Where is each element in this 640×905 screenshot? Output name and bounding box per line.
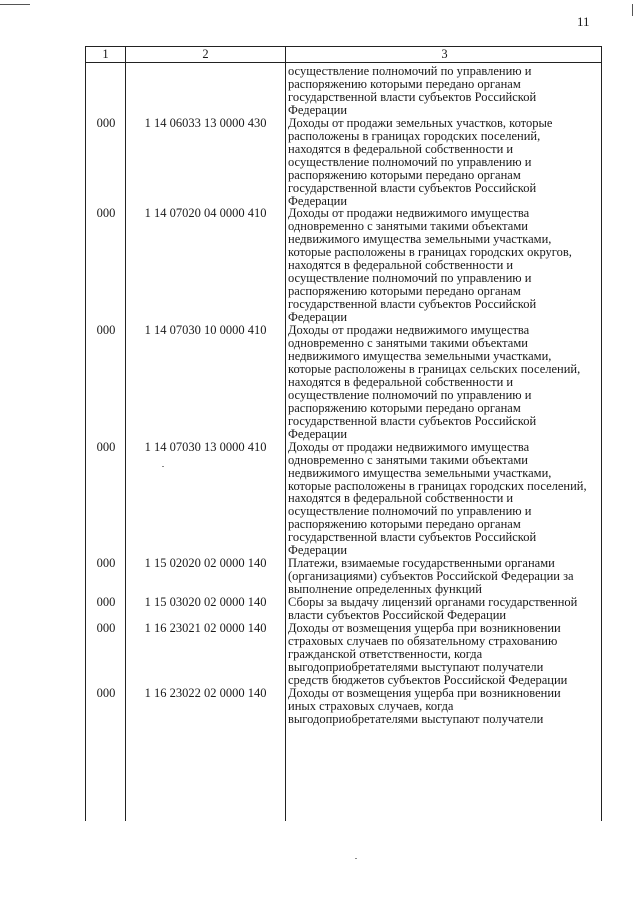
revenue-name-cell <box>285 117 603 208</box>
revenue-name-line: Доходы от продажи недвижимого имущества <box>288 439 530 454</box>
revenue-name-line: находятся в федеральной собственности и <box>288 374 514 389</box>
revenue-name-line: которые расположены в границах сельских поселений, <box>288 361 581 376</box>
revenue-name-line: Федерации <box>288 102 348 117</box>
revenue-name-cell <box>285 687 603 726</box>
revenue-name-cell <box>285 207 603 324</box>
revenue-name-cell <box>285 557 603 596</box>
revenue-name-line: распоряжению которыми передано органам <box>288 76 521 91</box>
revenue-code-cell: 1 15 02020 02 0000 140 <box>144 556 267 571</box>
revenue-name-line: осуществление полномочий по управлению и <box>288 271 532 286</box>
revenue-name-line: одновременно с занятыми такими объектами <box>288 336 528 351</box>
revenue-name-line: гражданской ответственности, когда <box>288 646 483 661</box>
scan-mark-top-left <box>0 4 30 5</box>
table-row <box>86 687 601 726</box>
revenue-name-line: государственной власти субъектов Российской <box>288 530 537 545</box>
revenue-name-line: Платежи, взимаемые государственными органами <box>288 556 555 571</box>
revenue-name-cell <box>285 596 603 622</box>
revenue-code-cell <box>126 65 285 117</box>
revenue-name-cell <box>285 324 603 441</box>
admin-code-cell: 000 <box>96 206 116 221</box>
revenue-code-cell: 1 14 07020 04 0000 410 <box>144 206 267 221</box>
table-row <box>86 324 601 441</box>
revenue-name-line: находятся в федеральной собственности и <box>288 258 514 273</box>
revenue-name-line: Федерации <box>288 310 348 325</box>
revenue-name-line: Доходы от продажи недвижимого имущества <box>288 206 530 221</box>
revenue-name-line: осуществление полномочий по управлению и <box>288 504 532 519</box>
revenue-name-line: Доходы от продажи недвижимого имущества <box>288 323 530 338</box>
revenue-code-cell: 1 16 23021 02 0000 140 <box>144 620 267 635</box>
admin-code-cell: 000 <box>96 595 116 610</box>
table-header <box>86 47 601 63</box>
revenue-name-line: которые расположены в границах городских округов, <box>288 245 572 260</box>
revenue-code-cell: 1 14 07030 13 0000 410 <box>144 439 267 454</box>
revenue-name-line: государственной власти субъектов Российской <box>288 297 537 312</box>
admin-code-cell: 000 <box>96 685 116 700</box>
revenue-name-line: Сборы за выдачу лицензий органами государственной <box>288 595 578 610</box>
revenue-code-cell: 1 14 07030 10 0000 410 <box>144 323 267 338</box>
revenue-name-line: осуществление полномочий по управлению и <box>288 154 532 169</box>
header-col-1: 1 <box>102 47 109 61</box>
revenue-name-line: Доходы от возмещения ущерба при возникновении <box>288 685 561 700</box>
revenue-name-line: Федерации <box>288 543 348 558</box>
table-row <box>86 622 601 687</box>
revenue-name-cell <box>285 65 603 117</box>
revenue-code-cell: 1 14 06033 13 0000 430 <box>144 115 267 130</box>
revenue-name-line: находятся в федеральной собственности и <box>288 141 514 156</box>
revenue-name-line: недвижимого имущества земельными участками, <box>288 348 552 363</box>
revenue-name-line: которые расположены в границах городских поселений, <box>288 478 587 493</box>
table-row <box>86 65 601 117</box>
revenue-code-cell: 1 15 03020 02 0000 140 <box>144 595 267 610</box>
revenue-name-line: выгодоприобретателями выступают получатели <box>288 659 544 674</box>
revenue-name-line: осуществление полномочий по управлению и <box>288 64 532 78</box>
revenue-name-line: власти субъектов Российской Федерации <box>288 608 507 623</box>
revenue-name-line: расположены в границах городских поселений, <box>288 128 541 143</box>
table-body <box>86 65 601 726</box>
revenue-name-line: недвижимого имущества земельными участками, <box>288 465 552 480</box>
revenue-name-line: государственной власти субъектов Российской <box>288 180 537 195</box>
revenue-name-line: выполнение определенных функций <box>288 582 482 597</box>
revenue-name-line: иных страховых случаев, когда <box>288 698 454 713</box>
revenue-name-line: выгодоприобретателями выступают получатели <box>288 711 544 726</box>
revenue-name-line: одновременно с занятыми такими объектами <box>288 452 528 467</box>
revenue-name-line: Федерации <box>288 426 348 441</box>
scan-speck <box>355 858 357 859</box>
table-row <box>86 596 601 622</box>
revenue-name-line: средств бюджетов субъектов Российской Федерации <box>288 672 568 687</box>
revenue-name-line: одновременно с занятыми такими объектами <box>288 219 528 234</box>
revenue-name-line: (организациями) субъектов Российской Федерации за <box>288 569 574 584</box>
admin-code-cell: 000 <box>96 439 116 454</box>
table-row <box>86 441 601 558</box>
revenue-name-line: Доходы от продажи земельных участков, которые <box>288 115 553 130</box>
revenue-name-line: осуществление полномочий по управлению и <box>288 387 532 402</box>
revenue-code-cell: 1 16 23022 02 0000 140 <box>144 685 267 700</box>
page-number: 11 <box>577 14 590 29</box>
revenue-name-line: распоряжению которыми передано органам <box>288 284 521 299</box>
revenue-name-line: страховых случаев по обязательному страхованию <box>288 633 558 648</box>
header-col-3: 3 <box>441 47 448 61</box>
revenue-name-cell <box>285 622 603 687</box>
revenue-name-line: распоряжению которыми передано органам <box>288 167 521 182</box>
revenue-name-line: распоряжению которыми передано органам <box>288 517 521 532</box>
admin-code-cell <box>86 65 126 117</box>
revenue-name-line: Федерации <box>288 193 348 208</box>
admin-code-cell: 000 <box>96 323 116 338</box>
table-row <box>86 117 601 208</box>
admin-code-cell: 000 <box>96 556 116 571</box>
revenue-name-line: Доходы от возмещения ущерба при возникновении <box>288 620 561 635</box>
revenue-codes-table <box>85 46 602 821</box>
revenue-name-line: находятся в федеральной собственности и <box>288 491 514 506</box>
revenue-name-line: распоряжению которыми передано органам <box>288 400 521 415</box>
revenue-name-line: недвижимого имущества земельными участками, <box>288 232 552 247</box>
table-row <box>86 207 601 324</box>
revenue-name-line: государственной власти субъектов Российской <box>288 413 537 428</box>
admin-code-cell: 000 <box>96 620 116 635</box>
revenue-name-cell <box>285 441 603 558</box>
admin-code-cell: 000 <box>96 115 116 130</box>
table-row <box>86 557 601 596</box>
revenue-name-line: государственной власти субъектов Российской <box>288 89 537 104</box>
header-col-2: 2 <box>202 47 209 61</box>
scan-mark-top-right <box>632 4 633 16</box>
